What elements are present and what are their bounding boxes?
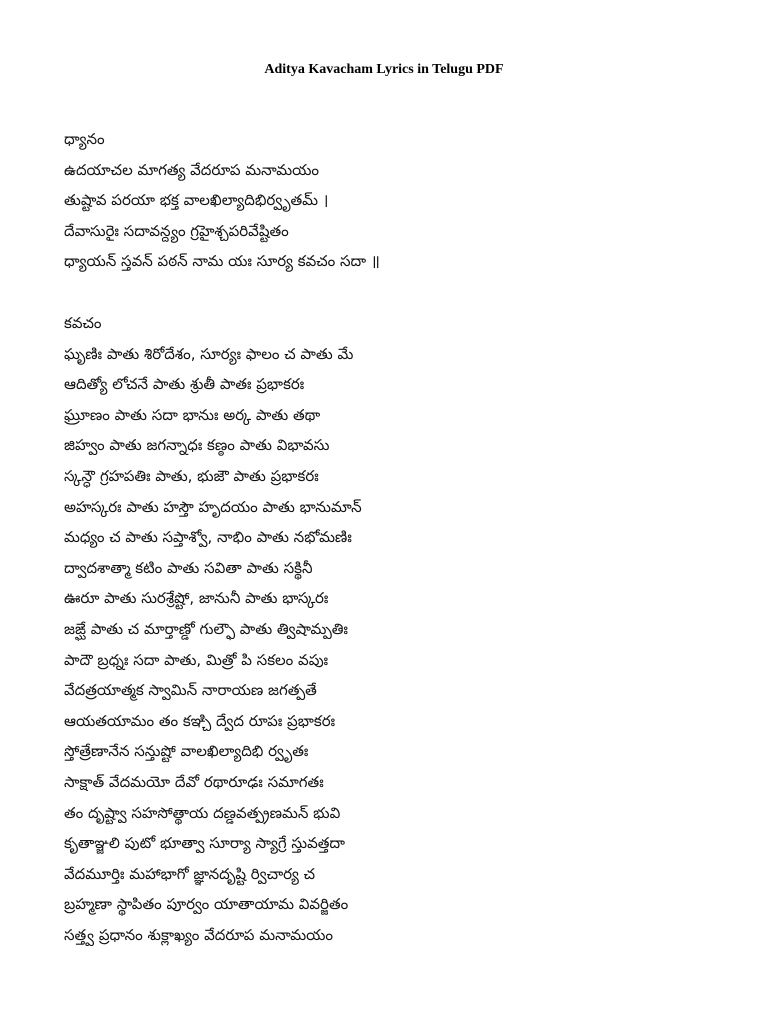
verse-line: స్తోత్రేణానేన సన్తుష్టో వాలఖిల్యాదిభి ర్వృతః (64, 742, 309, 761)
verse-line: జిహ్వం పాతు జగన్నాధః కణ్ఠం పాతు విభావసు (64, 436, 330, 455)
verse-line: ఉదయాచల మాగత్య వేదరూప మనామయం (64, 160, 320, 179)
verse-line: కృతాఞ్జలి పుటో భూత్వా సూర్యా స్యాగ్రే స్తువత్తదా (64, 834, 346, 853)
verse-line: ఘ్రూణం పాతు సదా భానుః అర్క పాతు తథా (64, 405, 321, 424)
verse-line: వేదమూర్తిః మహాభాగో జ్ఞానదృష్టి ర్విచార్య చ (64, 864, 316, 883)
kavacham-heading: కవచం (64, 314, 102, 332)
verse-line: ద్వాదశాత్మా కటిం పాతు సవితా పాతు సక్థినీ (64, 558, 313, 577)
verse-line: తుష్టావ పరయా భక్త వాలఖిల్యాదిభిర్వృతమ్ । (64, 191, 329, 210)
verse-line: అహస్కరః పాతు హస్తౌ హృదయం పాతు భానుమాన్ (64, 497, 362, 516)
verse-line: స్కన్ధౌ గ్రహపతిః పాతు, భుజౌ పాతు ప్రభాకరః (64, 466, 319, 485)
verse-line: ఆయతయామం తం కఞ్చి ద్వేద రూపః ప్రభాకరః (64, 711, 336, 730)
verse-line: మధ్యం చ పాతు సప్తాశ్వో, నాభిం పాతు నభోమణిః (64, 528, 352, 547)
verse-line: బ్రహ్మణా స్థాపితం పూర్వం యాతాయామ వివర్జితం (64, 895, 349, 914)
verse-line: తం దృష్ట్వా సహసోత్థాయ దణ్డవత్ప్రణమన్ భువి (64, 803, 341, 822)
kavacham-section (64, 308, 724, 950)
document-title: Aditya Kavacham Lyrics in Telugu PDF (264, 62, 504, 77)
verse-line: ధ్యాయన్ స్తవన్ పఠన్ నామ యః సూర్య కవచం సదా ॥ (64, 252, 380, 271)
verse-line: ఆదిత్యో లోచనే పాతు శ్రుతీ పాతః ప్రభాకరః (64, 375, 305, 394)
dhyanam-section (64, 124, 724, 277)
verse-line: జఙ్ఘే పాతు చ మార్తాణ్డో గుల్ఫౌ పాతు త్విషామ్పతిః (64, 619, 348, 638)
verse-line: ఊరూ పాతు సురశ్రేష్టో, జానునీ పాతు భాస్కరః (64, 589, 329, 608)
verse-line: పాదౌ బ్రధ్నః సదా పాతు, మిత్రో పి సకలం వపుః (64, 650, 329, 669)
verse-line: సాక్షాత్ వేదమయో దేవో రథారూఢః సమాగతః (64, 772, 324, 791)
verse-line: వేదత్రయాత్మక స్వామిన్ నారాయణ జగత్పతే (64, 681, 317, 700)
verse-line: దేవాసురైః సదావన్ద్యం గ్రహైశ్చపరివేష్టితం (64, 221, 289, 240)
verse-line: ఘృణిః పాతు శిరోదేశం, సూర్యః ఫాలం చ పాతు మే (64, 344, 354, 363)
dhyanam-heading: ధ్యానం (64, 130, 105, 148)
verse-line: సత్త్వ ప్రధానం శుక్లాఖ్యం వేదరూప మనామయం (64, 925, 333, 944)
